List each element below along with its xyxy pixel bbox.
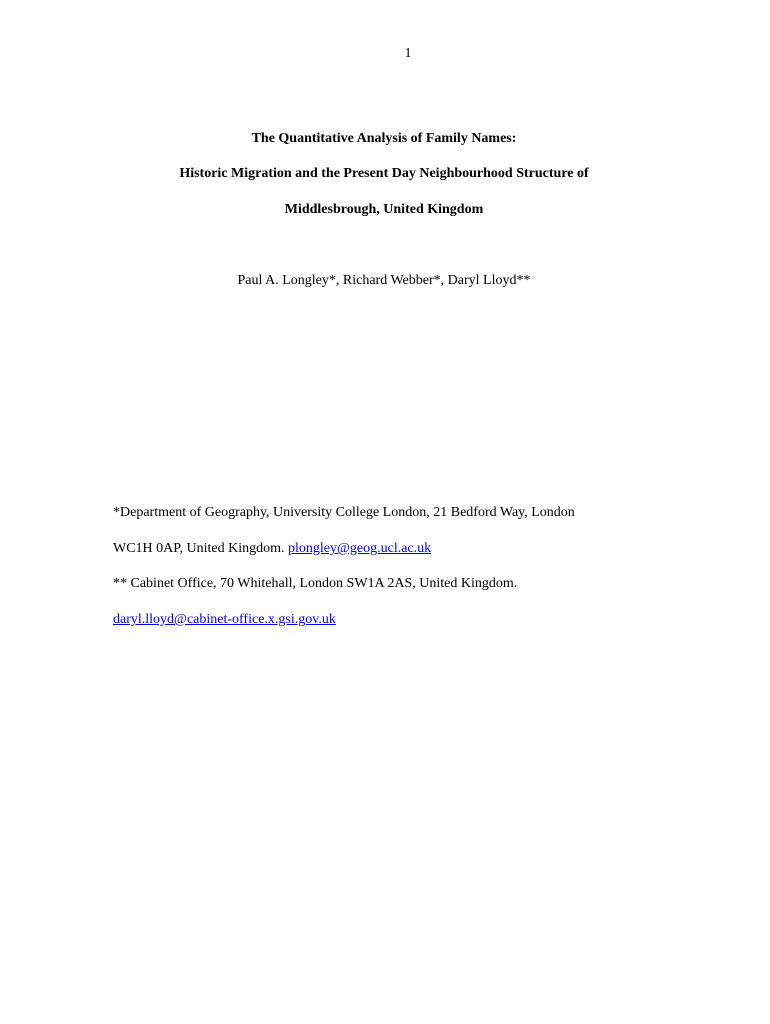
title-line-3: Middlesbrough, United Kingdom bbox=[284, 202, 484, 217]
author-list: Paul A. Longley*, Richard Webber*, Daryl Lloyd** bbox=[237, 273, 531, 288]
affiliation-line-3: ** Cabinet Office, 70 Whitehall, London SW1A 2AS, United Kingdom. bbox=[113, 576, 518, 591]
page-number: 1 bbox=[404, 46, 412, 61]
title-line-2: Historic Migration and the Present Day Neighbourhood Structure of bbox=[179, 166, 589, 181]
affiliation-line-4 bbox=[113, 612, 336, 628]
email-link-longley[interactable]: plongley@geog.ucl.ac.uk bbox=[288, 541, 432, 556]
affiliation-address-text: WC1H 0AP, United Kingdom. bbox=[113, 541, 288, 556]
email-link-lloyd[interactable]: daryl.lloyd@cabinet-office.x.gsi.gov.uk bbox=[113, 612, 336, 627]
affiliation-line-1: *Department of Geography, University College London, 21 Bedford Way, London bbox=[113, 505, 575, 520]
affiliation-line-2 bbox=[113, 541, 431, 557]
title-line-1: The Quantitative Analysis of Family Names: bbox=[251, 131, 517, 146]
